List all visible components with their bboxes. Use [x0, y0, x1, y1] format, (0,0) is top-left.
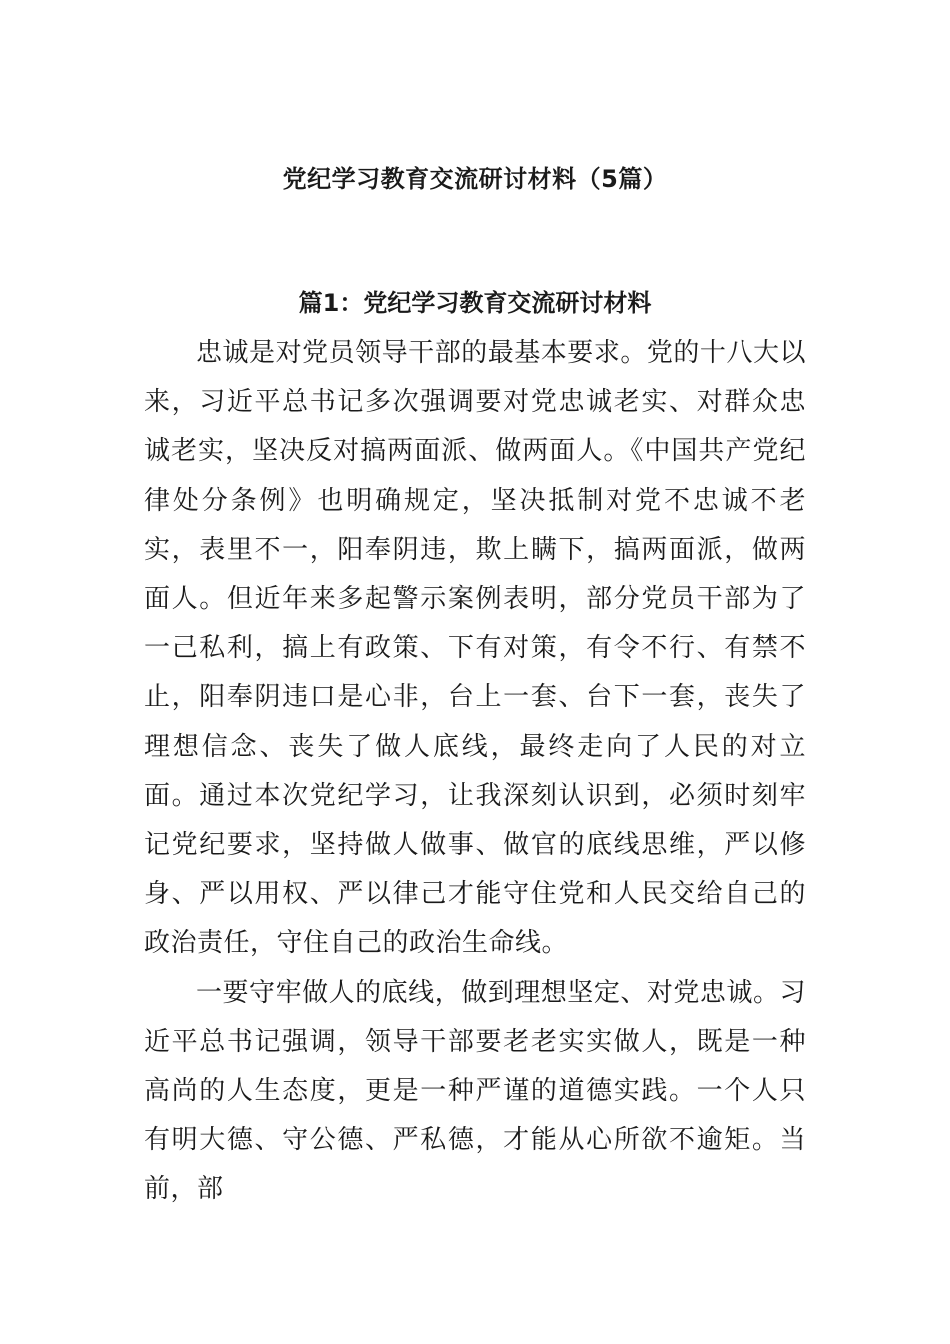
document-title: 党纪学习教育交流研讨材料（5篇） — [282, 165, 668, 193]
document-body — [144, 329, 806, 1215]
body-paragraph-2: 一要守牢做人的底线，做到理想坚定、对党忠诚。习近平总书记强调，领导干部要老老实实做人，既是一种高尚的人生态度，更是一种严谨的道德实践。一个人只有明大德、守公德、严私德，才能从心所欲不逾矩。当前，部 — [144, 977, 806, 1205]
body-paragraph-1: 忠诚是对党员领导干部的最基本要求。党的十八大以来，习近平总书记多次强调要对党忠诚老实、对群众忠诚老实，坚决反对搞两面派、做两面人。《中国共产党纪律处分条例》也明确规定，坚决抵制对党不忠诚不老实，表里不一，阳奉阴违，欺上瞒下，搞两面派，做两面人。但近年来多起警示案例表明，部分党员干部为了一己私利，搞上有政策、下有对策，有令不行、有禁不止，阳奉阴违口是心非，台上一套、台下一套，丧失了理想信念、丧失了做人底线，最终走向了人民的对立面。通过本次党纪学习，让我深刻认识到，必须时刻牢记党纪要求，坚持做人做事、做官的底线思维，严以修身、严以用权、严以律己才能守住党和人民交给自己的政治责任，守住自己的政治生命线。 — [144, 338, 806, 959]
section-title: 篇1：党纪学习教育交流研讨材料 — [298, 289, 652, 317]
